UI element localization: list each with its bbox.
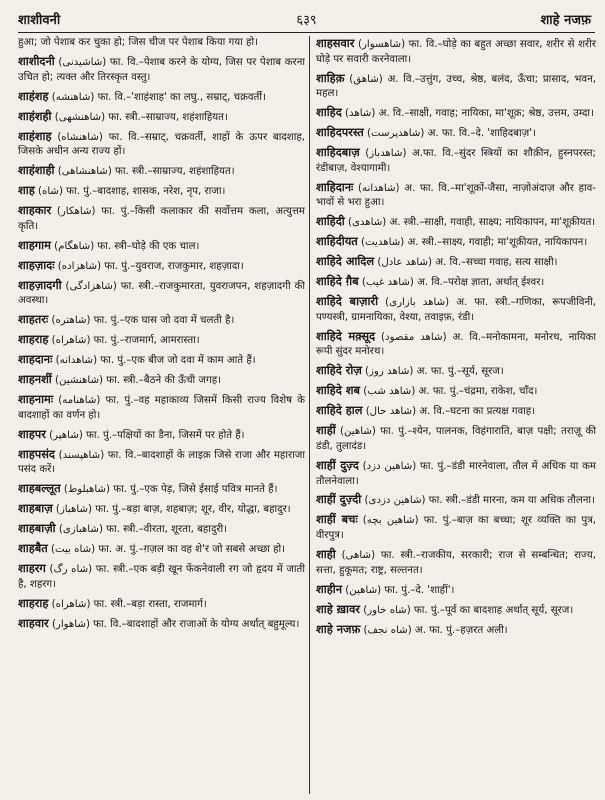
entry-definition: (شاهباز) फा. पुं.–बड़ा बाज़, शहबाज़; शूर, वीर, योद्धा, बहादुर। [55, 504, 291, 516]
entry-definition: (شاه بیت) फा. अ. पुं.–ग़ज़ल का वह शे'र जो सबसे अच्छा हो। [51, 544, 285, 556]
entry-headword: शाहनामः [18, 392, 54, 407]
entry-headword: शाहिद [316, 105, 342, 120]
entry-definition: (شاهنشین) फा. स्त्री.–बैठने की ऊँची जगह। [55, 375, 221, 387]
dictionary-entry [316, 180, 596, 211]
dictionary-entry [316, 274, 596, 291]
entry-headword: शाहिदी [316, 214, 345, 229]
entry-definition: (شاهین) फा. पुं.–श्येन, पालनक, विहंगाराति, बाज़ पक्षी; तराज़ू की डंडी, तुलादंड। [316, 426, 596, 452]
dictionary-entry [18, 183, 305, 200]
entry-headword: शाहसवार [316, 36, 355, 50]
entry-headword: शाहबाज़ [18, 501, 53, 516]
dictionary-entry [316, 71, 596, 102]
dictionary-entry [316, 602, 596, 619]
entry-headword: शाहिदे आदिल [316, 254, 375, 269]
dictionary-entry [18, 203, 305, 234]
entry-headword: शाहराह [18, 595, 49, 610]
dictionary-entry [316, 547, 596, 578]
dictionary-entry [316, 383, 596, 400]
entry-headword: शाहीं दुज़्दी [316, 492, 362, 507]
entry-headword: शाहिदे शब [316, 383, 360, 398]
dictionary-entry [18, 54, 305, 85]
dictionary-entry [18, 278, 305, 309]
entry-headword: शाहबल्लूत [18, 481, 61, 496]
entry-definition: (شاهد مقصود) अ. वि.–मनोकामना, मनोरथ, नायिका रूपी सुंदर मनोरथ। [316, 331, 596, 358]
dictionary-entry [316, 145, 596, 176]
entry-definition: (شاهد غیب) अ. वि.–परोक्ष ज्ञाता, अर्थात् ईश्वर। [361, 277, 545, 289]
entry-headword: शाहिदे हाल [316, 403, 363, 418]
left-column [18, 36, 305, 796]
dictionary-entry [316, 214, 596, 231]
entry-definition: (شاهکار) फा. पुं.–किसी कलाकार की सर्वोत्तम कला, अत्युत्तम कृति। [18, 206, 305, 232]
entry-headword: शाहराह [18, 332, 49, 347]
entry-headword: शाहे ख़ावर [316, 601, 360, 616]
dictionary-entry [18, 36, 305, 51]
entry-headword: शाहदानः [18, 352, 53, 367]
dictionary-entry [316, 423, 596, 454]
entry-definition: (شاهد عادل) अ. वि.–सच्चा गवाह, सत्य साक्षी। [377, 257, 558, 269]
dictionary-entry [316, 294, 596, 325]
entry-definition: (شاهتره) फा. पुं.–एक घास जो दवा में चलती है। [51, 315, 235, 327]
entry-headword: शाहिदे रोज़ [316, 363, 362, 378]
dictionary-entry [18, 481, 305, 498]
entry-definition: (شاهبازی) फा. स्त्री.–वीरता, शूरता, बहादुरी। [58, 524, 228, 536]
entry-headword: शाहगाम [18, 237, 51, 252]
dictionary-entry [316, 36, 596, 67]
dictionary-entry [18, 312, 305, 329]
entry-definition: (شاهدانه) फा. पुं.–एक बीज जो दवा में काम आते हैं। [55, 355, 256, 367]
dictionary-entry [316, 458, 596, 489]
dictionary-entry [18, 561, 305, 592]
entry-definition: (شاهدباز) अ.फा. वि.–सुंदर स्त्रियों का शौक़ीन, हुस्नपरस्त; रंडीबाज़, वेश्यागामी। [316, 148, 596, 174]
entry-headword: शाशीदनी [18, 53, 55, 68]
dictionary-entry [18, 332, 305, 349]
entry-definition: (شاشیدنی) फा. वि.–पेशाब करने के योग्य, जिस पर पेशाब करना उचित हो; त्यक्त और तिरस्कृत वस्तु। [18, 56, 305, 83]
entry-definition: (شاهد) अ. वि.–साक्षी, गवाह; नायिका, मा'शूक़; श्रेष्ठ, उत्तम, उम्दा। [345, 108, 594, 120]
dictionary-entry [18, 238, 305, 255]
entry-definition: (شاهد حال) अ. वि.–घटना का प्रत्यक्ष गवाह। [365, 406, 536, 418]
entry-definition: (شاهد شب) अ. फा. पुं.–चंद्रमा, राकेश, चाँद। [363, 386, 538, 398]
entry-definition: (شاهپر) फा. पुं.–पक्षियों का डैना, जिसमें पर होते हैं। [49, 429, 245, 441]
entry-headword: शाहनशीं [18, 372, 52, 387]
entry-definition: (شاهد روز) अ. फा. पुं.–सूर्य, सूरज। [365, 366, 504, 378]
entry-definition: (شاهراه) फा. स्त्री.–बड़ा रास्ता, राजमार्ग। [51, 598, 207, 610]
entry-definition: (شاهبلوط) फा. पुं.–एक पेड़, जिसे ईसाई पवित्र मानते हैं। [63, 484, 278, 496]
entry-headword: शाहीं दुज़्द [316, 457, 359, 472]
column-divider [309, 36, 310, 794]
dictionary-entry [316, 582, 596, 599]
entry-definition: (شاهنشهی) फा. स्त्री.–साम्राज्य, शहंशाहियत। [54, 111, 228, 123]
entry-headword: शाहिदबाज़ [316, 145, 360, 160]
entry-definition: (شاهراه) फा. पुं.–राजमार्ग, आमरास्ता। [51, 335, 200, 347]
entry-headword: शाह [18, 183, 35, 198]
entry-headword: शाहंशही [18, 108, 52, 123]
entry-headword: शाहरग [18, 561, 46, 576]
dictionary-entry [18, 596, 305, 613]
dictionary-entry [18, 258, 305, 275]
entry-definition: (شاهدپرست) अ. फा. वि.–दे. 'शाहिदबाज़'। [367, 128, 536, 140]
entry-definition: (شاهگام) फा. स्त्री–घोड़े की एक चाल। [54, 240, 200, 252]
dictionary-entry [18, 447, 305, 478]
entry-headword: शाहंशह [18, 88, 49, 103]
entry-definition: (شاهنامه) फा. पुं.–वह महाकाव्य जिसमें किसी राज्य विशेष के बादशाहों का वर्णन हो। [18, 395, 305, 421]
entry-headword: शाहिदे ग़ैब [316, 274, 359, 289]
entry-definition: (شاهنشاهی) फा. स्त्री.–साम्राज्य, शहंशाहियत। [57, 166, 235, 178]
entry-definition: (شاه رگ) फा. स्त्री.–एक बड़ी खून फेंकनेवाली रग जो हृदय में जाती है, शहरग। [18, 564, 305, 590]
entry-definition: (شاه) फा. पुं.–बादशाह, शासक, नरेश, नृप, राजा। [38, 186, 226, 198]
entry-headword: शाहिदानः [316, 179, 354, 194]
dictionary-entry [316, 492, 596, 509]
dictionary-entry [18, 163, 305, 180]
entry-definition: (شاه نجف) अ. फा. पुं.–हज़रत अली। [363, 624, 508, 636]
entry-headword: शाहपर [18, 426, 46, 441]
entry-definition: (شاهسوار) फा. वि.–घोड़े का बहुत अच्छा सवार, शरीर से शरीर घोड़े पर सवारी करनेवाला। [316, 39, 596, 65]
entry-headword: शाहतरः [18, 312, 49, 327]
entry-definition: (شاهنشه) फा. वि.–'शाहंशाह' का लघु., सम्राट्, चक्रवर्ती। [51, 91, 266, 103]
entry-headword: शाहज़ादगी [18, 277, 62, 292]
entry-definition: (شاهد بازاری) अ. फा. स्त्री.–गणिका, रूपजीविनी, पण्यस्त्री, ग्रामनायिका, वेश्या, तवाइफ़, रंडी। [316, 297, 596, 323]
header-right-guide-word: शाहे नजफ़ [540, 13, 591, 28]
entry-headword: शाहबाज़ी [18, 521, 56, 536]
dictionary-entry [18, 501, 305, 518]
entry-definition: (شاهین) फा. पुं.–दे. 'शाहीं'। [345, 584, 455, 596]
dictionary-entry [316, 254, 596, 271]
dictionary-entry [316, 512, 596, 543]
dictionary-entry [18, 616, 305, 633]
entry-definition: (شاهنشاه) फा. वि.–सम्राट्, चक्रवर्ती, शाहों के ऊपर बादशाह, जिसके अधीन अन्य राज्य हों। [18, 131, 305, 158]
entry-headword: शाहपसंद [18, 446, 55, 461]
dictionary-entry [18, 109, 305, 126]
dictionary-entry [316, 622, 596, 639]
entry-headword: शाहे नजफ़ [316, 621, 361, 636]
header-left-guide-word: शाशीवनी [18, 13, 61, 28]
entry-definition: (شاهق) अ. वि.–उत्तुंग, उच्च, श्रेष्ठ, बलंद, ऊँचा; प्रासाद, भवन, महल। [316, 73, 596, 100]
entry-definition: (شاه خاور) फा. पुं.–पूर्व का बादशाह अर्थात् सूर्य, सूरज। [363, 604, 574, 616]
dictionary-entry [18, 89, 305, 106]
dictionary-entry [316, 125, 596, 142]
entry-headword: शाहिदे बाज़ारी [316, 294, 379, 309]
entry-definition: (شاهی) फा. स्त्री.–राजकीय, सरकारी; राज से सम्बन्धित; राज्य, सत्ता, हुकूमत; राष्ट्र, सल्तनत। [316, 550, 596, 576]
dictionary-entry [316, 403, 596, 420]
entry-headword: शाहवार [18, 615, 49, 630]
dictionary-entry [316, 329, 596, 360]
entry-definition: (شاهدانه) अ. फा. वि.–मा'शूक़ों-जैसा, नाज़ोअंदाज़ और हाव-भावों से भरा हुआ। [316, 182, 596, 209]
entry-definition: हुआ; जो पेशाब कर चुका हो; जिस चीज पर पेशाब किया गया हो। [18, 37, 258, 48]
dictionary-entry [18, 352, 305, 369]
entry-headword: शाही [316, 547, 336, 562]
dictionary-entry [18, 427, 305, 444]
entry-definition: (شاهدیت) अ. स्त्री.–साक्ष्य, गवाही; मा'शूक़ीयत, नायिकापन। [361, 237, 588, 249]
dictionary-entry [18, 541, 305, 558]
dictionary-entry [316, 234, 596, 251]
dictionary-entry [18, 521, 305, 538]
entry-definition: (شاهین بچه) फा. पुं.–बाज़ का बच्चा; शूर व्यक्ति का पुत्र, वीरपुत्र। [316, 515, 596, 542]
entry-headword: शाहीं बचः [316, 512, 358, 527]
entry-definition: (شاهزادگی) फा. स्त्री.–राजकुमारता, युवराजपन, शहज़ादगी की अवस्था। [18, 280, 305, 307]
page-number: ६३९ [296, 13, 317, 28]
entry-definition: (شاهپسند) फा. वि.–बादशाहों के लाइक़ जिसे राजा और महाराजा पसंद करें। [18, 449, 305, 476]
dictionary-entry [316, 105, 596, 122]
entry-headword: शाहकार [18, 203, 52, 218]
entry-headword: शाहंशाही [18, 163, 55, 178]
entry-definition: (شاهین دزد) फा. पुं.–डंडी मारनेवाला, तौल में अधिक या कम तौलनेवाला। [316, 460, 596, 487]
page-header [18, 6, 595, 33]
entry-definition: (شاهوار) फा. वि.–बादशाहों और राजाओं के योग्य अर्थात् बहुमूल्य। [51, 618, 300, 630]
entry-definition: (شاهین دزدی) फा. स्त्री.–डंडी मारना, कम या अधिक तौलना। [364, 495, 595, 507]
entry-headword: शाहीन [316, 581, 343, 596]
entry-definition: (شاهزاده) फा. पुं.–युवराज, राजकुमार, शहज़ादा। [57, 260, 244, 272]
entry-headword: शाहिदपरस्त [316, 125, 364, 140]
dictionary-entry [18, 372, 305, 389]
dictionary-entry [316, 363, 596, 380]
entry-headword: शाहिदे मक़्सूद [316, 328, 376, 343]
entry-definition: (شاهدی) अ. स्त्री.–साक्षी, गवाही, साक्ष्य; नायिकापन, मा'शूक़ीयत। [347, 217, 596, 229]
dictionary-entry [18, 392, 305, 423]
entry-headword: शाहबैत [18, 541, 48, 556]
entry-headword: शाहीं [316, 423, 336, 438]
entry-headword: शाहज़ादः [18, 257, 55, 272]
entry-headword: शाहिक़ [316, 70, 345, 85]
entry-headword: शाहिदीयत [316, 234, 358, 249]
entry-headword: शाहंशाह [18, 128, 52, 143]
dictionary-entry [18, 129, 305, 160]
right-column [316, 36, 596, 796]
